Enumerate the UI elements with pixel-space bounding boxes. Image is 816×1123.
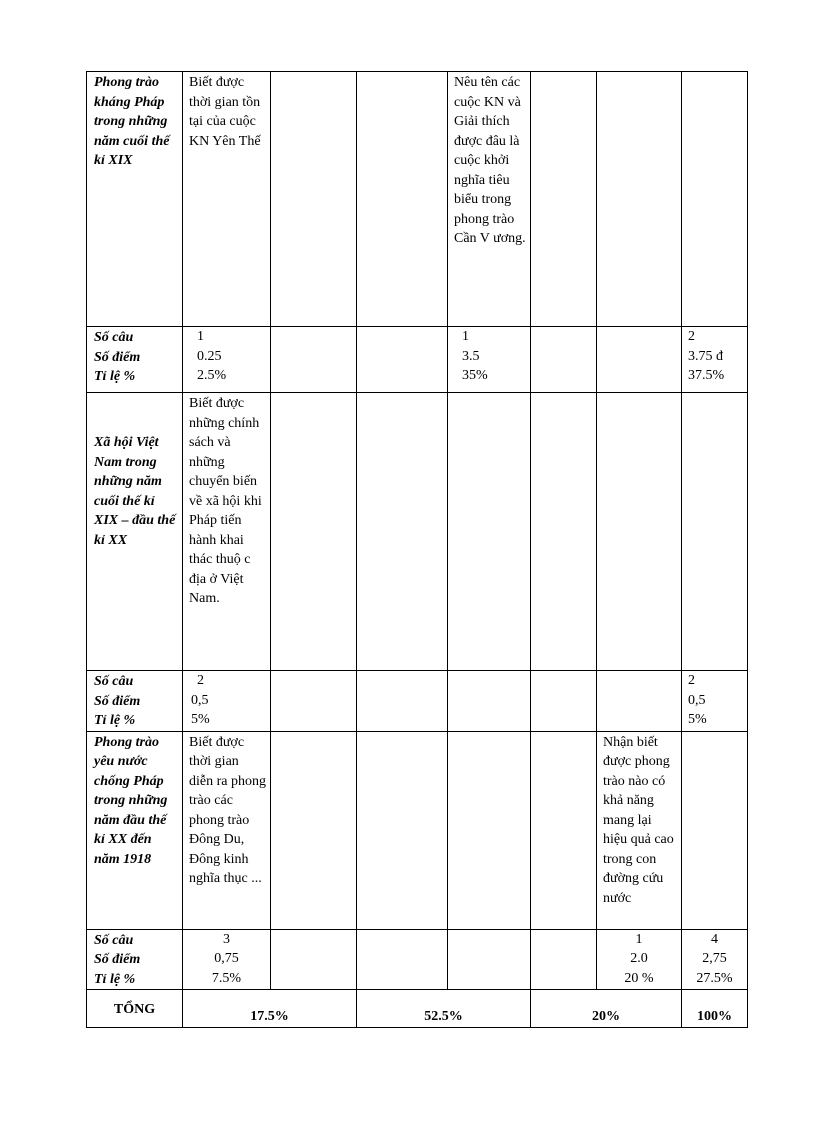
empty-cell <box>357 929 448 990</box>
topic-row <box>87 393 748 671</box>
analysis-cell: Nhận biết được phong trào nào có khả năng mang lại hiệu quả cao trong con đường cứu nước <box>597 731 682 929</box>
topic-heading: Phong trào kháng Pháp trong những năm cuối thế kỉ XIX <box>87 72 183 327</box>
score-value: 3.5 <box>462 348 480 364</box>
score-value: 2.0 <box>630 951 648 966</box>
topic-heading: Phong trào yêu nước chống Pháp trong những năm đầu thế kỉ XX đến năm 1918 <box>87 731 183 929</box>
row-total-score <box>682 671 748 732</box>
empty-cell <box>357 327 448 393</box>
score-value: 2 <box>688 673 695 688</box>
empty-cell <box>531 731 597 929</box>
empty-cell <box>682 393 748 671</box>
empty-cell <box>357 393 448 671</box>
label-percentage: Tỉ lệ % <box>94 971 136 987</box>
empty-cell <box>271 731 357 929</box>
knowledge-cell: Biết được thời gian diễn ra phong trào các phong trào Đông Du, Đông kinh nghĩa thục ... <box>183 731 271 929</box>
score-value: 37.5% <box>688 368 725 383</box>
score-value: 27.5% <box>696 970 733 986</box>
score-value: 3 <box>223 931 230 947</box>
total-overall: 100% <box>682 990 748 1028</box>
score-value: 2 <box>688 329 695 344</box>
label-points: Số điểm <box>94 952 141 967</box>
total-label: TỔNG <box>87 990 183 1028</box>
score-value: 2,75 <box>702 951 727 966</box>
label-percentage: Tỉ lệ % <box>94 713 136 728</box>
label-percentage: Tỉ lệ % <box>94 369 136 384</box>
application-score <box>448 327 531 393</box>
empty-cell <box>597 671 682 732</box>
score-row <box>87 327 748 393</box>
application-cell: Nêu tên các cuộc KN và Giải thích được đâu là cuộc khởi nghĩa tiêu biểu trong phong trào Cần V ương. <box>448 72 531 327</box>
score-value: 1 <box>197 329 204 344</box>
empty-cell <box>531 327 597 393</box>
analysis-score <box>597 929 682 990</box>
label-points: Số điểm <box>94 693 141 709</box>
score-row <box>87 929 748 990</box>
score-value: 35% <box>462 368 488 383</box>
label-points: Số điểm <box>94 349 141 365</box>
empty-cell <box>357 731 448 929</box>
empty-cell <box>531 393 597 671</box>
score-labels <box>87 929 183 990</box>
score-value: 1 <box>635 931 643 947</box>
knowledge-cell: Biết được những chính sách và những chuyển biến về xã hội khi Pháp tiến hành khai thác thuộ c địa ở Việt Nam. <box>183 393 271 671</box>
empty-cell <box>682 731 748 929</box>
row-total-score <box>682 327 748 393</box>
topic-heading: Xã hội Việt Nam trong những năm cuối thế kỉ XIX – đầu thế kỉ XX <box>87 393 183 671</box>
empty-cell <box>531 929 597 990</box>
label-question-count: Số câu <box>94 330 134 345</box>
empty-cell <box>271 929 357 990</box>
empty-cell <box>597 327 682 393</box>
row-total-score <box>682 929 748 990</box>
empty-cell <box>531 671 597 732</box>
score-value: 5% <box>191 712 210 727</box>
score-labels <box>87 671 183 732</box>
total-group-1: 17.5% <box>183 990 357 1028</box>
score-value: 0,5 <box>191 692 209 708</box>
empty-cell <box>682 72 748 327</box>
score-value: 0,5 <box>688 692 706 708</box>
empty-cell <box>271 72 357 327</box>
empty-cell <box>448 731 531 929</box>
topic-row <box>87 731 748 929</box>
total-group-3: 20% <box>531 990 682 1028</box>
score-value: 0.25 <box>197 348 222 364</box>
empty-cell <box>357 671 448 732</box>
score-value: 20 % <box>624 970 654 986</box>
score-value: 1 <box>462 329 469 344</box>
empty-cell <box>357 72 448 327</box>
topic-row <box>87 72 748 327</box>
empty-cell <box>448 929 531 990</box>
knowledge-score <box>183 929 271 990</box>
empty-cell <box>597 72 682 327</box>
score-matrix-table <box>86 71 748 1028</box>
label-question-count: Số câu <box>94 674 134 689</box>
score-value: 7.5% <box>211 970 242 986</box>
empty-cell <box>448 393 531 671</box>
score-value: 3.75 đ <box>688 348 723 364</box>
score-value: 2 <box>197 673 204 688</box>
score-row <box>87 671 748 732</box>
total-row <box>87 990 748 1028</box>
score-labels <box>87 327 183 393</box>
score-value: 0,75 <box>214 951 239 966</box>
total-group-2: 52.5% <box>357 990 531 1028</box>
empty-cell <box>271 327 357 393</box>
knowledge-cell: Biết được thời gian tồn tại của cuộc KN Yên Thế <box>183 72 271 327</box>
score-value: 2.5% <box>197 368 227 383</box>
score-value: 5% <box>688 712 707 727</box>
empty-cell <box>271 671 357 732</box>
empty-cell <box>597 393 682 671</box>
empty-cell <box>448 671 531 732</box>
empty-cell <box>271 393 357 671</box>
knowledge-score <box>183 671 271 732</box>
empty-cell <box>531 72 597 327</box>
knowledge-score <box>183 327 271 393</box>
label-question-count: Số câu <box>94 932 134 948</box>
score-value: 4 <box>711 931 718 947</box>
